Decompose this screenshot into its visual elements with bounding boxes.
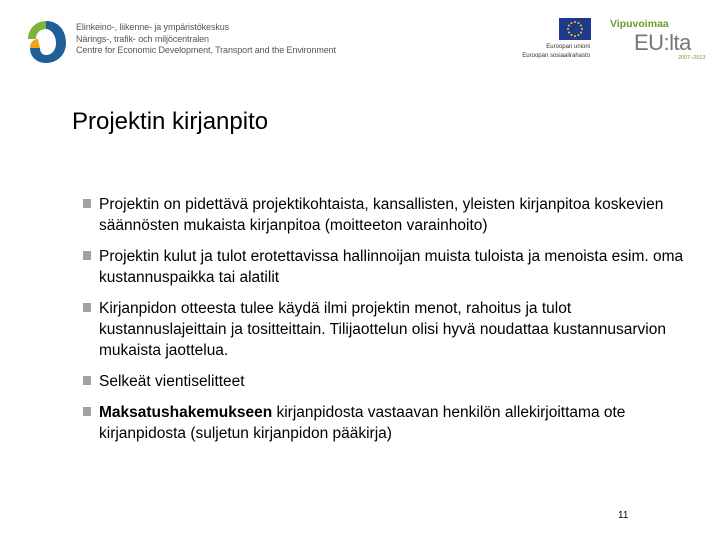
list-item <box>90 246 690 288</box>
bullet-square-icon <box>83 376 91 385</box>
slide-header <box>0 0 720 80</box>
bullet-bold-text: Maksatushakemukseen <box>99 404 273 421</box>
bullet-square-icon <box>83 199 91 208</box>
slide-title: Projektin kirjanpito <box>72 108 269 135</box>
vipu-top-text: Vipuvoimaa <box>610 18 669 30</box>
ely-organization-name <box>76 22 336 57</box>
vipu-main-text: EU:lta <box>634 30 691 55</box>
eu-caption-union: Euroopan unioni <box>546 44 590 50</box>
eu-caption-fund: Euroopan sosiaalirahasto <box>522 53 590 59</box>
list-item <box>90 371 690 392</box>
vipuvoimaa-logo <box>610 18 706 62</box>
bullet-text: Selkeät vientiselitteet <box>99 373 245 390</box>
bullet-square-icon <box>83 303 91 312</box>
eu-flag-icon <box>559 18 591 40</box>
list-item <box>90 194 690 236</box>
bullet-text: Projektin kulut ja tulot erotettavissa hallinnoijan muista tuloista ja menoista esim. oma kustannuspaikka tai alatilit <box>99 248 684 286</box>
vipu-period-text: 2007–2013 <box>678 55 706 61</box>
ely-line-sv: Närings-, trafik- och miljöcentralen <box>76 33 209 44</box>
bullet-square-icon <box>83 251 91 260</box>
bullet-square-icon <box>83 407 91 416</box>
bullet-list <box>90 194 690 454</box>
bullet-text: Kirjanpidon otteesta tulee käydä ilmi projektin menot, rahoitus ja tulot kustannuslajeittain ja tositteittain. Tilijaottelun olisi hyvä noudattaa kustannusarvion mukaista jaottelua. <box>99 300 666 359</box>
list-item <box>90 298 690 361</box>
bullet-text: kirjanpidosta vastaavan henkilön allekirjoittama ote kirjanpidosta (suljetun kirjanpidon pääkirja) <box>99 404 626 442</box>
page-number: 11 <box>618 510 629 521</box>
bullet-text: Projektin on pidettävä projektikohtaista, kansallisten, yleisten kirjanpitoa koskevien säännösten mukaista kirjanpitoa (moitteeton varainhoito) <box>99 196 664 234</box>
ely-logo-icon <box>24 17 68 65</box>
ely-line-en: Centre for Economic Development, Transport and the Environment <box>76 45 336 55</box>
ely-line-fi: Elinkeino-, liikenne- ja ympäristökeskus <box>76 22 230 32</box>
list-item <box>90 402 690 444</box>
